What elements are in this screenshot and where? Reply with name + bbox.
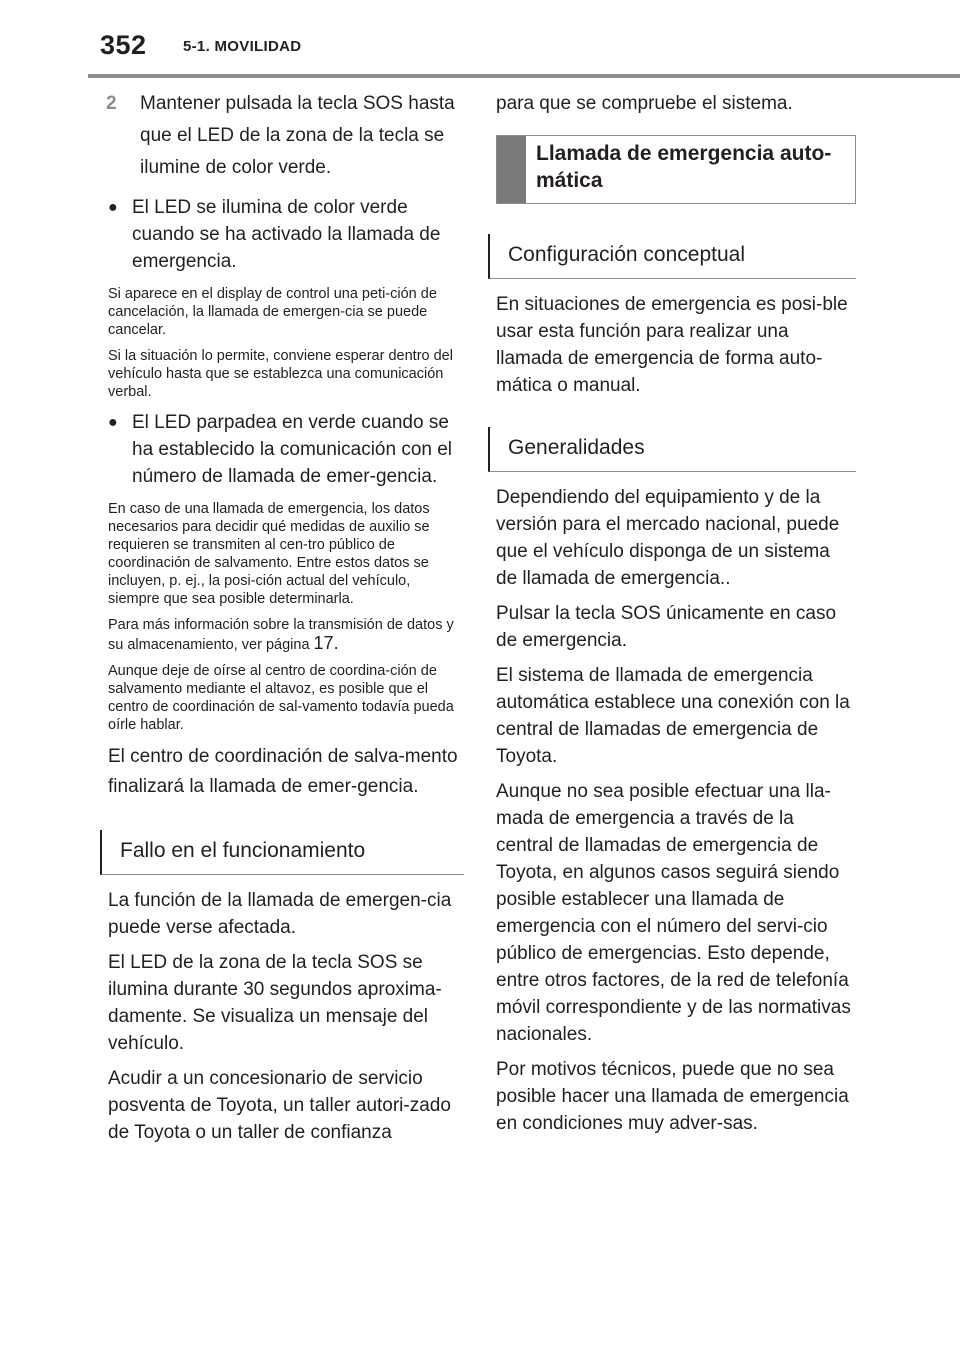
- note-cancel: Si aparece en el display de control una peti-ción de cancelación, la llamada de emergen-cia se puede cancelar.: [108, 286, 437, 338]
- step-2: [108, 88, 464, 184]
- bullet-dot-icon: ●: [108, 199, 118, 216]
- page-number: 352: [100, 30, 147, 60]
- paragraph-general-5: Por motivos técnicos, puede que no sea posible hacer una llamada de emergencia en condiciones muy adver-sas.: [496, 1059, 849, 1134]
- section-title: 5-1. MOVILIDAD: [183, 38, 302, 55]
- note-data-transmission: En caso de una llamada de emergencia, los datos necesarios para decidir qué medidas de auxilio se requieren se transmiten al cen-tro público de coordinación de salvamento. Entre estos datos se incluyen, p. ej., la posi-ción actual del vehículo, siempre que sea posible determinarla.: [108, 501, 430, 607]
- left-column: [108, 88, 464, 1154]
- main-heading: Llamada de emergencia auto-mática: [536, 142, 832, 192]
- page-header: [0, 0, 960, 78]
- bullet-led-blink: [108, 409, 464, 490]
- paragraph-malfunction-2: El LED de la zona de la tecla SOS se ilumina durante 30 segundos aproxima-damente. Se visualiza un mensaje del vehículo.: [108, 952, 442, 1054]
- subheading-malfunction: Fallo en el funcionamiento: [100, 830, 464, 875]
- step-text: Mantener pulsada la tecla SOS hasta que el LED de la zona de la tecla se ilumine de color verde.: [140, 93, 455, 178]
- note-more-info: [108, 616, 464, 654]
- bullet-led-on: [108, 194, 464, 275]
- paragraph-general-1: Dependiendo del equipamiento y de la versión para el mercado nacional, puede que el vehículo disponga de un sistema de llamada de emergencia..: [496, 487, 840, 589]
- subheading-concept: Configuración conceptual: [488, 234, 856, 279]
- paragraph-general-4: Aunque no sea posible efectuar una lla-mada de emergencia a través de la central de llamadas de emergencia de Toyota, en algunos casos seguirá siendo posible establecer una llamada de emergencia con el número del servi-cio público de emergencias. Esto depende, entre otros factores, de la red de telefonía móvil correspondiente y de las normativas nacionales.: [496, 781, 851, 1045]
- paragraph-concept: En situaciones de emergencia es posi-ble usar esta función para realizar una llamada de emergencia de forma auto-mática o manual.: [496, 294, 848, 396]
- heading-bar: [497, 136, 526, 203]
- bullet-text: El LED parpadea en verde cuando se ha establecido la comunicación con el número de llamada de emer-gencia.: [132, 412, 453, 487]
- bullet-text: El LED se ilumina de color verde cuando se ha activado la llamada de emergencia.: [132, 197, 441, 272]
- header-rule: [88, 74, 960, 78]
- paragraph-general-2: Pulsar la tecla SOS únicamente en caso de emergencia.: [496, 603, 837, 651]
- paragraph-continued: para que se compruebe el sistema.: [496, 93, 793, 114]
- paragraph-malfunction-3: Acudir a un concesionario de servicio posventa de Toyota, un taller autori-zado de Toyota o un taller de confianza: [108, 1068, 451, 1143]
- note-wait: Si la situación lo permite, conviene esperar dentro del vehículo hasta que se establezca una comunicación verbal.: [108, 348, 453, 400]
- paragraph-end-call: El centro de coordinación de salva-mento finalizará la llamada de emer-gencia.: [108, 746, 458, 797]
- page-reference-link[interactable]: 17.: [313, 633, 339, 653]
- note-speaker: Aunque deje de oírse al centro de coordina-ción de salvamento mediante el altavoz, es posible que el centro de coordinación de sal-vamento todavía pueda oírle hablar.: [108, 663, 454, 733]
- note-more-info-text: Para más información sobre la transmisión de datos y su almacenamiento, ver página: [108, 617, 454, 653]
- bullet-dot-icon: ●: [108, 414, 118, 431]
- step-number: 2: [106, 93, 117, 114]
- main-heading-box: [496, 135, 856, 204]
- subheading-general: Generalidades: [488, 427, 856, 472]
- paragraph-general-3: El sistema de llamada de emergencia automática establece una conexión con la central de llamadas de emergencia de Toyota.: [496, 665, 850, 767]
- paragraph-malfunction-1: La función de la llamada de emergen-cia puede verse afectada.: [108, 890, 452, 938]
- right-column: [496, 88, 856, 1145]
